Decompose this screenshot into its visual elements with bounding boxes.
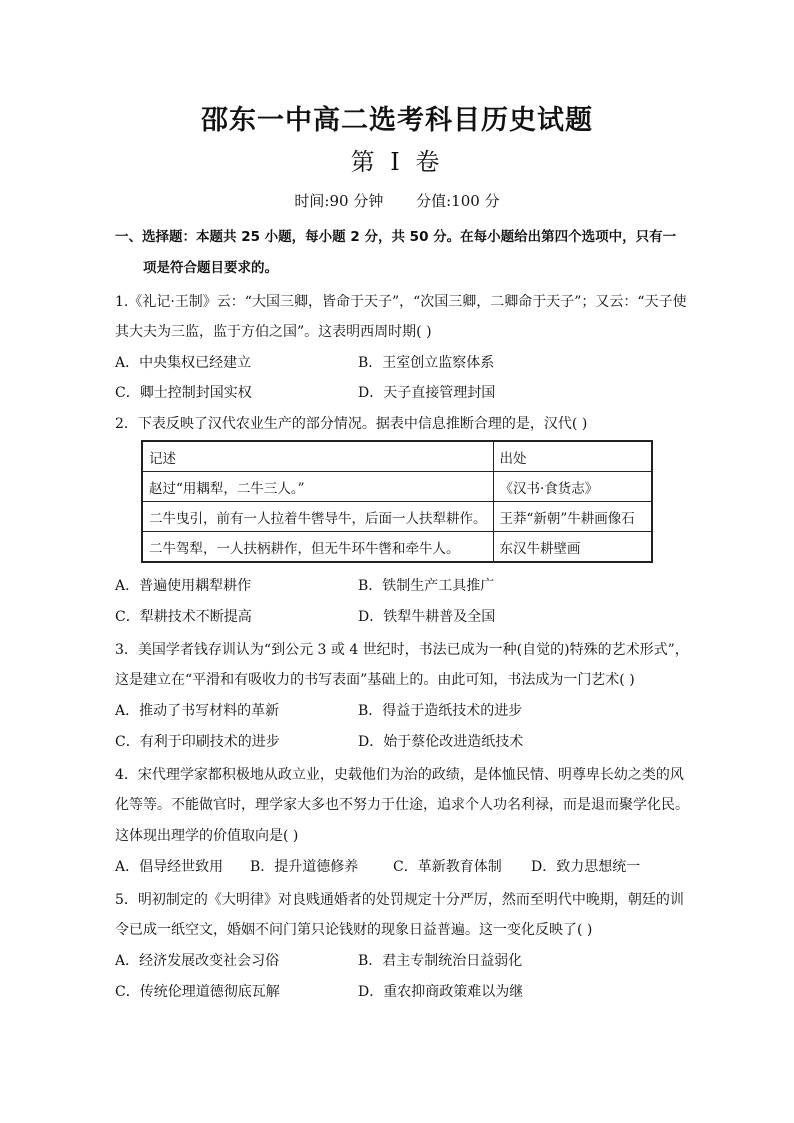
question-3-line2: 这是建立在“平滑和有吸收力的书写表面”基础上的。由此可知，书法成为一门艺术( )	[115, 672, 635, 688]
table-cell: 东汉牛耕壁画	[493, 532, 652, 563]
q5-option-b: B．君主专制统治日益弱化	[358, 953, 523, 969]
q4-option-a: A．倡导经世致用	[115, 859, 224, 875]
q2-option-d: D．铁犁牛耕普及全国	[358, 609, 496, 625]
q5-option-d: D．重农抑商政策难以为继	[358, 984, 524, 1000]
question-1-line2: 其大夫为三监，监于方伯之国”。这表明西周时期( )	[115, 324, 432, 340]
volume-label: 第 I 卷	[350, 148, 444, 176]
page-title: 邵东一中高二选考科目历史试题	[201, 105, 593, 136]
table-cell: 王莽“新朝”牛耕画像石	[493, 502, 652, 532]
question-4-line3: 这体现出理学的价值取向是( )	[115, 828, 299, 844]
q1-option-b: B．王室创立监察体系	[358, 355, 495, 371]
table-row	[142, 532, 652, 563]
table-cell: 赵过“用耦犁，二牛三人。”	[142, 472, 493, 502]
score-label: 分值:100 分	[416, 192, 500, 210]
question-1-line1: 1.《礼记·王制》云：“大国三卿，皆命于天子”，“次国三卿，二卿命于天子”；又云：“天子使	[115, 294, 687, 310]
question-2-line1: 2．下表反映了汉代农业生产的部分情况。据表中信息推断合理的是，汉代( )	[115, 416, 588, 432]
q3-option-c: C．有利于印刷技术的进步	[115, 734, 280, 750]
table-cell: 《汉书·食货志》	[493, 472, 652, 502]
q4-option-d: D．致力思想统一	[531, 859, 641, 875]
table-header-cell: 出处	[493, 441, 652, 472]
q5-option-a: A．经济发展改变社会习俗	[115, 953, 280, 969]
question-5-line1: 5．明初制定的《大明律》对良贱通婚者的处罚规定十分严厉，然而至明代中晚期，朝廷的训	[115, 892, 684, 908]
table-header-cell: 记述	[142, 441, 493, 472]
table-cell: 二牛曳引，前有一人拉着牛辔导牛，后面一人扶犁耕作。	[142, 502, 493, 532]
q1-option-d: D．天子直接管理封国	[358, 385, 496, 401]
section-instructions-line1: 一、选择题：本题共 25 小题，每小题 2 分，共 50 分。在每小题给出第四个选项中，只有一	[115, 229, 677, 245]
question-4-line2: 化等等。不能做官时，理学家大多也不努力于仕途，追求个人功名利禄，而是退而聚学化民。	[115, 797, 689, 813]
q1-option-c: C．卿士控制封国实权	[115, 385, 252, 401]
q2-option-a: A．普遍使用耦犁耕作	[115, 578, 252, 594]
q5-option-c: C．传统伦理道德彻底瓦解	[115, 984, 280, 1000]
q2-option-b: B．铁制生产工具推广	[358, 578, 495, 594]
q1-option-a: A．中央集权已经建立	[115, 355, 252, 371]
table-cell: 二牛驾犁，一人扶柄耕作，但无牛环牛辔和牵牛人。	[142, 532, 493, 563]
table-row	[142, 502, 652, 532]
exam-meta	[0, 190, 794, 211]
question-4-line1: 4．宋代理学家都积极地从政立业，史载他们为治的政绩，是体恤民情、明尊卑长幼之类的风	[115, 767, 684, 783]
question-5-line2: 令已成一纸空文，婚姻不问门第只论钱财的现象日益普遍。这一变化反映了( )	[115, 922, 593, 938]
q4-option-b: B．提升道德修养	[250, 859, 359, 875]
q3-option-b: B．得益于造纸技术的进步	[358, 703, 523, 719]
q4-option-c: C．革新教育体制	[393, 859, 502, 875]
table-header-row	[142, 441, 652, 472]
section-instructions-line2: 项是符合题目要求的。	[143, 260, 278, 276]
question-3-line1: 3．美国学者钱存训认为“到公元 3 或 4 世纪时，书法已成为一种(自觉的)特殊的艺术形式”，	[115, 642, 689, 658]
q3-option-d: D．始于蔡伦改进造纸技术	[358, 734, 524, 750]
q2-option-c: C．犁耕技术不断提高	[115, 609, 252, 625]
q3-option-a: A．推动了书写材料的革新	[115, 703, 280, 719]
source-table	[141, 440, 653, 563]
table-row	[142, 472, 652, 502]
time-label: 时间:90 分钟	[294, 192, 384, 210]
